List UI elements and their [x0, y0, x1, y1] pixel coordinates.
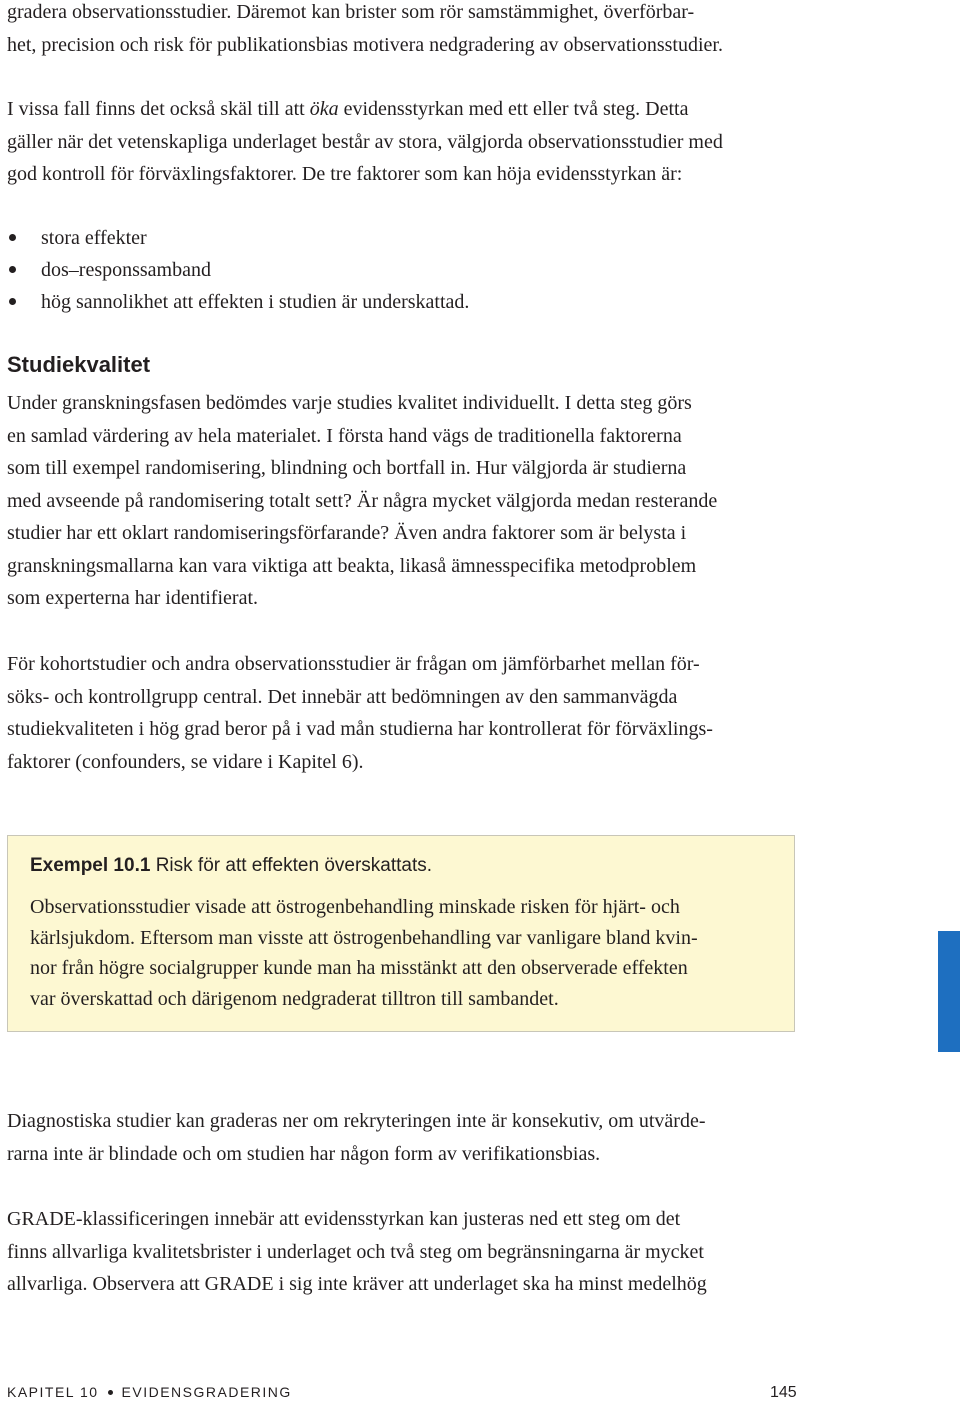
- bullet-icon: [9, 234, 16, 241]
- bullet-icon: [9, 298, 16, 305]
- page-number: 145: [770, 1384, 797, 1401]
- factor-list: [7, 222, 797, 318]
- paragraph-increase-evidence: [7, 93, 797, 191]
- example-label: Exempel 10.1: [30, 855, 151, 876]
- text-line: kärlsjukdom. Eftersom man visste att östrogenbehandling var vanligare bland kvin-: [30, 926, 698, 949]
- footer-chapter: KAPITEL 10: [7, 1384, 99, 1400]
- paragraph-study-quality: [7, 387, 797, 615]
- running-footer: [7, 1384, 292, 1400]
- text-line: som till exempel randomisering, blindning och bortfall in. Hur välgjorda är studierna: [7, 457, 687, 479]
- emphasis-word: öka: [309, 98, 339, 120]
- example-title: Risk för att effekten överskattats.: [155, 855, 433, 876]
- text-line: [7, 93, 797, 126]
- text-line: gäller när det vetenskapliga underlaget består av stora, välgjorda observationsstudier med: [7, 130, 723, 153]
- list-item: [7, 222, 797, 254]
- text-line: Observationsstudier visade att östrogenbehandling minskade risken för hjärt- och: [30, 896, 680, 918]
- bullet-separator-icon: [108, 1390, 113, 1395]
- example-body: [30, 892, 780, 1014]
- text-line: För kohortstudier och andra observationsstudier är frågan om jämförbarhet mellan för-: [7, 653, 700, 675]
- text-line: söks- och kontrollgrupp central. Det innebär att bedömningen av den sammanvägda: [7, 685, 678, 708]
- example-heading: [30, 852, 432, 880]
- paragraph-intro: [7, 0, 797, 61]
- text-line: med avseende på randomisering totalt sett? Är några mycket välgjorda medan resterande: [7, 489, 718, 512]
- text-line: rarna inte är blindade och om studien har någon form av verifikationsbias.: [7, 1142, 601, 1165]
- paragraph-diagnostic-studies: [7, 1105, 797, 1170]
- text-line: var överskattad och därigenom nedgraderat tilltron till sambandet.: [30, 987, 559, 1010]
- paragraph-cohort-studies: [7, 648, 797, 778]
- paragraph-grade: [7, 1203, 797, 1301]
- text-line: Under granskningsfasen bedömdes varje studies kvalitet individuellt. I detta steg görs: [7, 392, 692, 414]
- text-line: faktorer (confounders, se vidare i Kapitel 6).: [7, 750, 364, 773]
- list-item: [7, 254, 797, 286]
- text-line: god kontroll för förväxlingsfaktorer. De tre faktorer som kan höja evidensstyrkan är:: [7, 163, 683, 185]
- list-item-text: hög sannolikhet att effekten i studien är underskattad.: [41, 291, 470, 313]
- section-heading: Studiekvalitet: [7, 352, 151, 377]
- chapter-side-tab: [938, 931, 960, 1052]
- text-line: Diagnostiska studier kan graderas ner om rekryteringen inte är konsekutiv, om utvärde-: [7, 1110, 706, 1132]
- list-item-text: dos–responssamband: [41, 259, 211, 281]
- text-line: gradera observationsstudier. Däremot kan brister som rör samstämmighet, överförbar-: [7, 1, 695, 23]
- text-line: nor från högre socialgrupper kunde man ha misstänkt att den observerade effekten: [30, 957, 688, 979]
- text-line: finns allvarliga kvalitetsbrister i underlaget och två steg om begränsningarna är mycket: [7, 1240, 704, 1263]
- text-line: en samlad värdering av hela materialet. I första hand vägs de traditionella faktorerna: [7, 424, 682, 447]
- text-line: studiekvaliteten i hög grad beror på i vad mån studierna har kontrollerat för förväxlings-: [7, 718, 713, 740]
- text-segment: I vissa fall finns det också skäl till att: [7, 98, 310, 120]
- text-line: granskningsmallarna kan vara viktiga att beakta, likaså ämnesspecifika metodproblem: [7, 554, 697, 577]
- text-line: som experterna har identifierat.: [7, 587, 258, 609]
- text-line: allvarliga. Observera att GRADE i sig inte kräver att underlaget ska ha minst medelhög: [7, 1273, 707, 1295]
- footer-section: EVIDENSGRADERING: [121, 1384, 292, 1400]
- example-box: [7, 835, 795, 1032]
- bullet-icon: [9, 266, 16, 273]
- list-item-text: stora effekter: [41, 227, 147, 249]
- text-segment: evidensstyrkan med ett eller två steg. Detta: [338, 98, 689, 120]
- text-line: studier har ett oklart randomiseringsförfarande? Även andra faktorer som är belysta i: [7, 522, 687, 544]
- list-item: [7, 286, 797, 318]
- text-line: GRADE-klassificeringen innebär att evidensstyrkan kan justeras ned ett steg om det: [7, 1208, 681, 1230]
- text-line: het, precision och risk för publikationsbias motivera nedgradering av observationsstudier.: [7, 33, 723, 56]
